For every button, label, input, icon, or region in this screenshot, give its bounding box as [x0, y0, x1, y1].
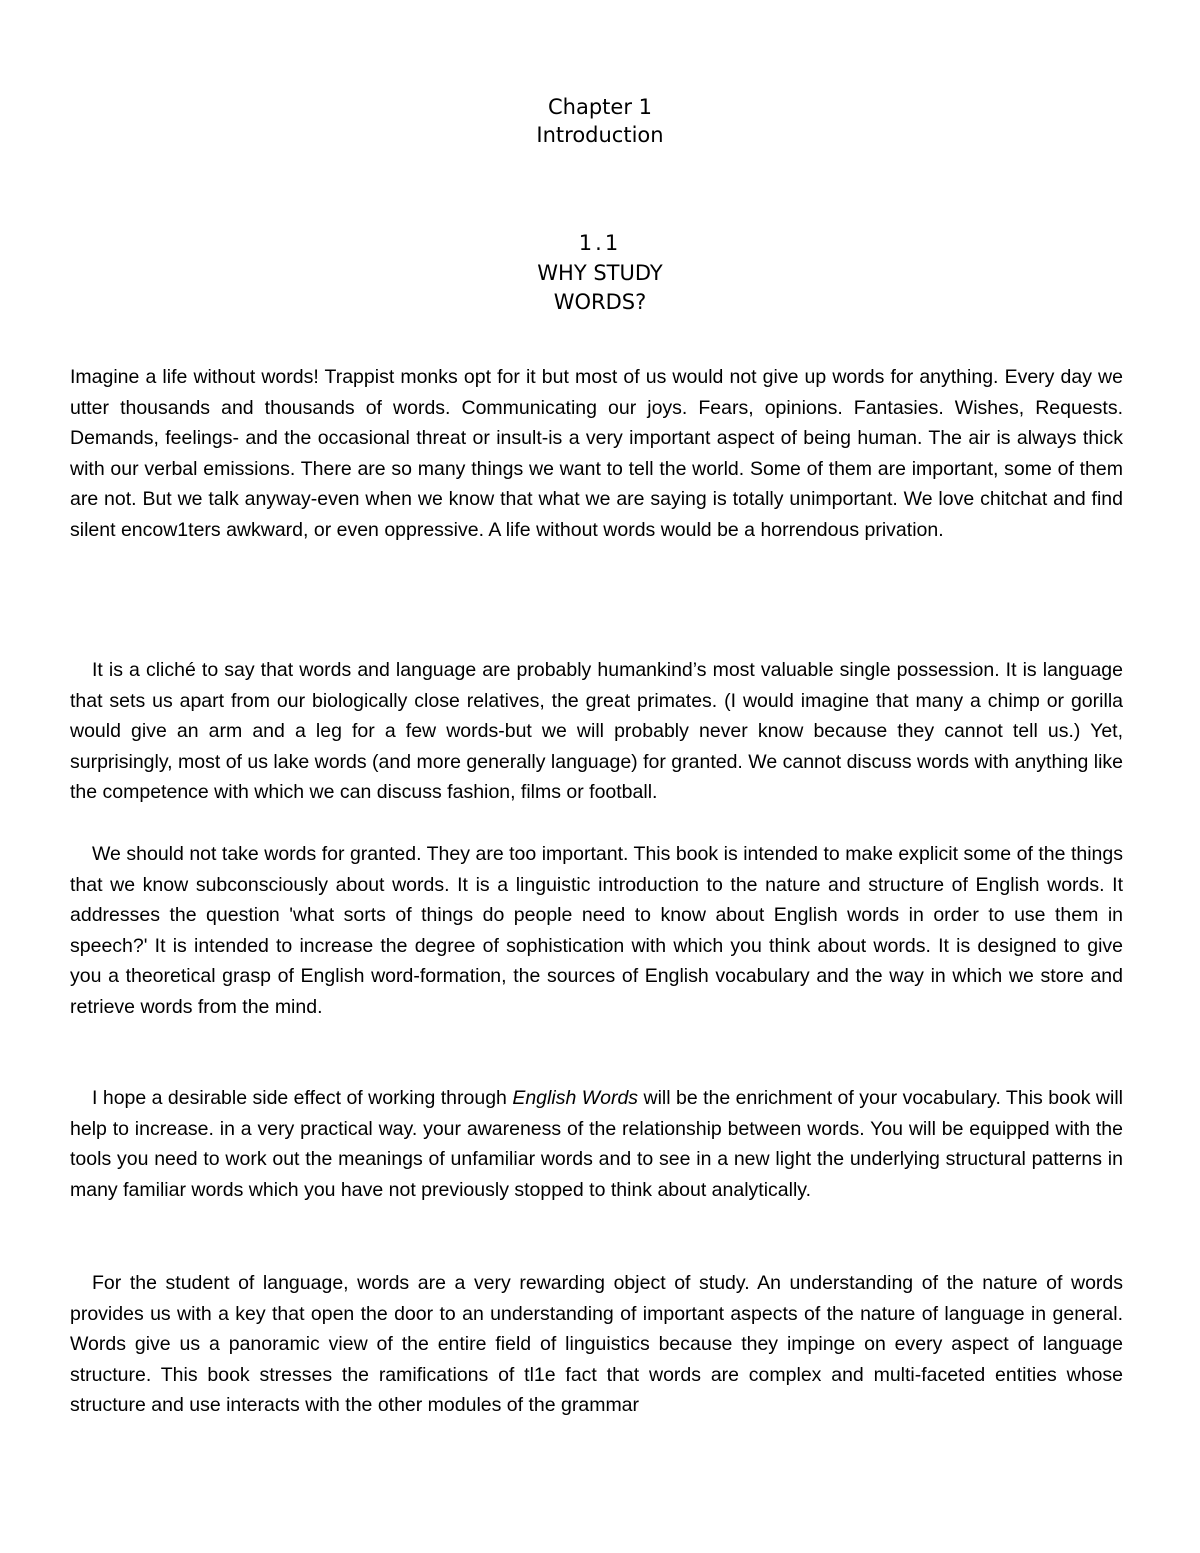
paragraph-2: It is a cliché to say that words and language are probably humankind’s most valuable single possession. It is language that sets us apart from our biologically close relatives, the great primates. (I would imagine that many a chimp or gorilla would give an arm and a leg for a few words-but we will probably never know because they cannot tell us.) Yet, surprisingly, most of us lake words (and more generally language) for granted. We cannot discuss words with anything like the competence with which we can discuss fashion, films or football.	[70, 659, 1123, 804]
book-title: English Words	[512, 1087, 639, 1109]
section-title-line-1: WHY STUDY	[537, 261, 663, 285]
paragraph-5: For the student of language, words are a very rewarding object of study. An understanding of the nature of words provides us with a key that open the door to an understanding of important aspects of the nature of language in general. Words give us a panoramic view of the entire field of linguistics because they impinge on every aspect of language structure. This book stresses the ramifications of tl1e fact that words are complex and multi-faceted entities whose structure and use interacts with the other modules of the grammar	[70, 1272, 1123, 1417]
paragraph-1: Imagine a life without words! Trappist monks opt for it but most of us would not give up words for anything. Every day we utter thousands and thousands of words. Communicating our joys. Fears, opinions. Fantasies. Wishes, Requests. Demands, feelings- and the occasional threat or insult-is a very important aspect of being human. The air is always thick with our verbal emissions. There are so many things we want to tell the world. Some of them are important, some of them are not. But we talk anyway-even when we know that what we are saying is totally unimportant. We love chitchat and find silent encow1ters awkward, or even oppressive. A life without words would be a horrendous privation.	[70, 366, 1123, 541]
paragraph-3: We should not take words for granted. They are too important. This book is intended to make explicit some of the things that we know subconsciously about words. It is a linguistic introduction to the nature and structure of English words. It addresses the question 'what sorts of things do people need to know about English words in order to use them in speech?' It is intended to increase the degree of sophistication with which you think about words. It is designed to give you a theoretical grasp of English word-formation, the sources of English vocabulary and the way in which we store and retrieve words from the mind.	[70, 843, 1123, 1018]
chapter-title: Introduction	[536, 123, 664, 147]
section-title-line-2: WORDS?	[553, 290, 647, 314]
paragraph-4-text-end: will be the enrichment of your vocabulary. This book will help to increase. in a very practical way. your awareness of the relationship between words. You will be equipped with the tools you need to work out the meanings of unfamiliar words and to see in a new light the underlying structural patterns in many familiar words which you have not previously stopped to think about analytically.	[70, 1087, 1123, 1201]
section-number: 1.1	[578, 231, 622, 255]
paragraph-4	[70, 1083, 1123, 1205]
paragraph-4-text-start: I hope a desirable side effect of working through	[92, 1087, 513, 1109]
chapter-label: Chapter 1	[548, 95, 652, 119]
